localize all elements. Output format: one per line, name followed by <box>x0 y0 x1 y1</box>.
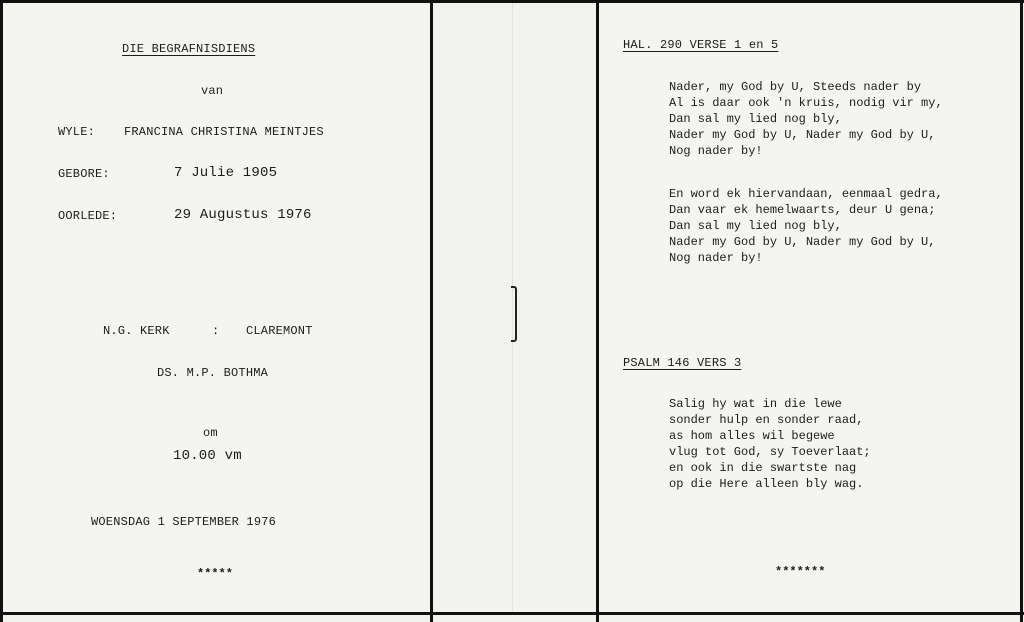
verse-line: Nog nader by! <box>669 144 763 158</box>
verse-line: Dan vaar ek hemelwaarts, deur U gena; <box>669 203 936 217</box>
verse-line: Nog nader by! <box>669 251 763 265</box>
bottom-border <box>0 612 1024 615</box>
end-ornament-left: ***** <box>197 567 234 581</box>
minister-name: DS. M.P. BOTHMA <box>157 366 269 380</box>
gebore-label: GEBORE: <box>58 167 110 181</box>
verse-line: Dan sal my lied nog bly, <box>669 219 842 233</box>
wyle-label: WYLE: <box>58 125 96 139</box>
verse-line: Nader my God by U, Nader my God by U, <box>669 235 936 249</box>
verse-line: En word ek hiervandaan, eenmaal gedra, <box>669 187 943 201</box>
hymn-verse-5 <box>669 186 943 266</box>
psalm-verse <box>669 396 871 492</box>
psalm-line: en ook in die swartste nag <box>669 461 857 475</box>
church-place: CLAREMONT <box>246 324 313 338</box>
birth-date: 7 Julie 1905 <box>174 165 278 181</box>
hymn-title: HAL. 290 VERSE 1 en 5 <box>623 38 779 52</box>
staple-mark <box>511 286 517 342</box>
service-title: DIE BEGRAFNISDIENS <box>122 42 256 56</box>
hymn-verse-1 <box>669 79 943 159</box>
psalm-line: op die Here alleen bly wag. <box>669 477 864 491</box>
psalm-title: PSALM 146 VERS 3 <box>623 356 742 370</box>
right-page <box>599 3 1020 612</box>
center-gutter <box>433 3 596 612</box>
om-label: om <box>203 426 218 440</box>
verse-line: Nader my God by U, Nader my God by U, <box>669 128 936 142</box>
end-ornament-right: ******* <box>775 565 826 579</box>
psalm-line: sonder hulp en sonder raad, <box>669 413 864 427</box>
church-separator: : <box>212 324 220 338</box>
psalm-line: vlug tot God, sy Toeverlaat; <box>669 445 871 459</box>
right-border <box>1020 0 1023 622</box>
verse-line: Al is daar ook 'n kruis, nodig vir my, <box>669 96 943 110</box>
deceased-name: FRANCINA CHRISTINA MEINTJES <box>124 125 324 139</box>
left-page <box>3 3 430 612</box>
death-date: 29 Augustus 1976 <box>174 207 312 223</box>
psalm-line: as hom alles wil begewe <box>669 429 835 443</box>
oorlede-label: OORLEDE: <box>58 209 118 223</box>
verse-line: Nader, my God by U, Steeds nader by <box>669 80 922 94</box>
verse-line: Dan sal my lied nog bly, <box>669 112 842 126</box>
service-date: WOENSDAG 1 SEPTEMBER 1976 <box>91 515 277 529</box>
psalm-line: Salig hy wat in die lewe <box>669 397 842 411</box>
church-name: N.G. KERK <box>103 324 170 338</box>
van-label: van <box>201 84 224 98</box>
service-time: 10.00 vm <box>173 448 242 464</box>
